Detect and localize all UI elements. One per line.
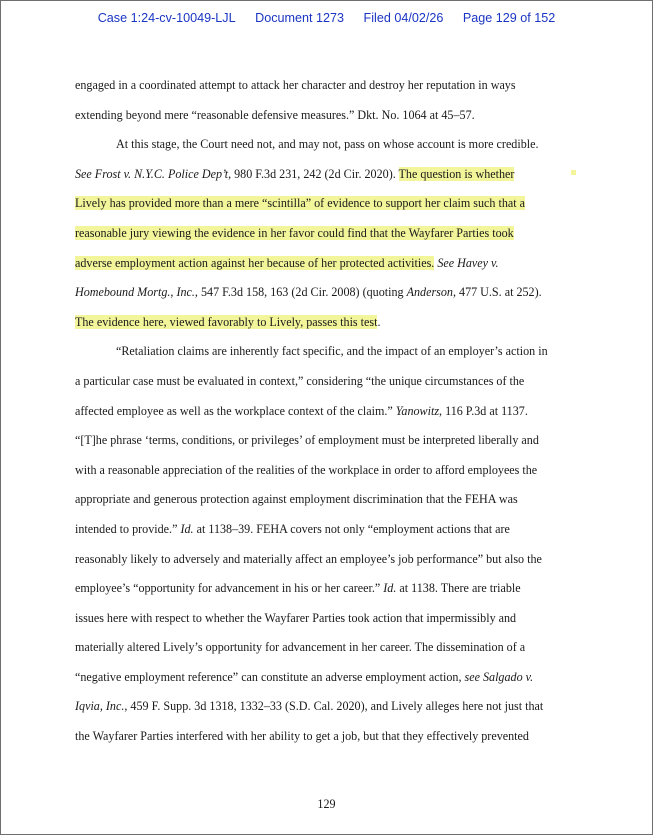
text-run: , 980 F.3d 231, 242 (2d Cir. 2020). <box>228 166 399 181</box>
text-run: a particular case must be evaluated in context,” considering “the unique circumstances of the <box>75 373 525 388</box>
page-number: 129 <box>317 797 336 811</box>
text-line <box>75 456 585 486</box>
text-run: the Wayfarer Parties interfered with her ability to get a job, but that they effectively prevented <box>75 729 529 744</box>
highlighted-text: reasonable jury viewing the evidence in her favor could find that the Wayfarer Parties took <box>75 225 514 240</box>
citation-text: Homebound Mortg., Inc. <box>75 285 195 300</box>
text-run: . <box>377 314 381 329</box>
document-body <box>75 71 585 752</box>
text-line <box>75 337 585 367</box>
text-line <box>75 278 585 308</box>
highlighted-text: Lively has provided more than a mere “scintilla” of evidence to support her claim such that a <box>75 196 525 211</box>
text-line <box>75 722 585 752</box>
text-run: reasonably likely to adversely and materially affect an employee’s job performance” but also the <box>75 551 542 566</box>
text-run: at 1138–39. FEHA covers not only “employment actions that are <box>193 521 510 536</box>
text-run: “Retaliation claims are inherently fact specific, and the impact of an employer’s action in <box>116 344 548 359</box>
text-line <box>75 574 585 604</box>
text-line <box>75 397 585 427</box>
text-line <box>75 367 585 397</box>
citation-text: See Frost v. N.Y.C. Police Dep’t <box>75 166 229 181</box>
highlighted-text: The evidence here, viewed favorably to Lively, passes this test <box>75 314 378 329</box>
text-run: , 477 U.S. at 252). <box>452 285 542 300</box>
citation-text: see Salgado v. <box>464 669 534 684</box>
highlight-note-marker[interactable] <box>571 170 576 175</box>
text-line <box>75 545 585 575</box>
text-run: “[T]he phrase ‘terms, conditions, or privileges’ of employment must be interpreted liberally and <box>75 433 539 448</box>
text-run: engaged in a coordinated attempt to attack her character and destroy her reputation in ways <box>75 78 516 92</box>
filed-date: Filed 04/02/26 <box>363 11 444 25</box>
text-run: at 1138. There are triable <box>396 581 521 596</box>
text-line <box>75 308 585 338</box>
text-run: , 547 F.3d 158, 163 (2d Cir. 2008) (quoting <box>194 285 407 300</box>
text-run: appropriate and generous protection against employment discrimination that the FEHA was <box>75 492 518 507</box>
text-run: with a reasonable appreciation of the realities of the workplace in order to afford employees the <box>75 462 538 477</box>
text-run: intended to provide.” <box>75 521 181 536</box>
citation-text: See Havey v. <box>437 255 499 270</box>
citation-text: Yanowitz <box>395 403 440 418</box>
text-run: extending beyond mere “reasonable defensive measures.” Dkt. No. 1064 at 45–57. <box>75 107 475 122</box>
document-number: Document 1273 <box>255 11 345 25</box>
citation-text: Id. <box>383 581 397 596</box>
text-run: “negative employment reference” can constitute an adverse employment action, <box>75 669 465 684</box>
text-line <box>75 692 585 722</box>
text-line <box>75 219 585 249</box>
text-run: affected employee as well as the workplace context of the claim.” <box>75 403 396 418</box>
text-line <box>75 160 585 190</box>
text-line <box>75 189 585 219</box>
text-line <box>75 71 585 101</box>
citation-text: Id. <box>180 521 194 536</box>
highlighted-text: adverse employment action against her because of her protected activities. <box>75 255 435 270</box>
citation-text: Anderson <box>406 285 453 300</box>
text-line <box>75 101 585 131</box>
citation-text: Iqvia, Inc. <box>75 699 125 714</box>
text-line <box>75 663 585 693</box>
text-run: , 459 F. Supp. 3d 1318, 1332–33 (S.D. Cal. 2020), and Lively alleges here not just that <box>124 699 544 714</box>
text-run: materially altered Lively’s opportunity for advancement in her career. The dissemination of a <box>75 640 526 655</box>
text-line <box>75 515 585 545</box>
text-run: , 116 P.3d at 1137. <box>439 403 528 418</box>
text-line <box>75 633 585 663</box>
page-count: Page 129 of 152 <box>462 11 556 25</box>
highlighted-text: The question is whether <box>398 166 515 181</box>
case-number: Case 1:24-cv-10049-LJL <box>97 11 236 25</box>
text-line <box>75 604 585 634</box>
ecf-header <box>1 11 652 25</box>
text-run: At this stage, the Court need not, and may not, pass on whose account is more credible. <box>116 137 539 152</box>
text-line <box>75 426 585 456</box>
text-run: issues here with respect to whether the Wayfarer Parties took action that impermissibly and <box>75 610 517 625</box>
text-line <box>75 130 585 160</box>
text-run: employee’s “opportunity for advancement in his or her career.” <box>75 581 384 596</box>
text-line <box>75 249 585 279</box>
text-line <box>75 485 585 515</box>
